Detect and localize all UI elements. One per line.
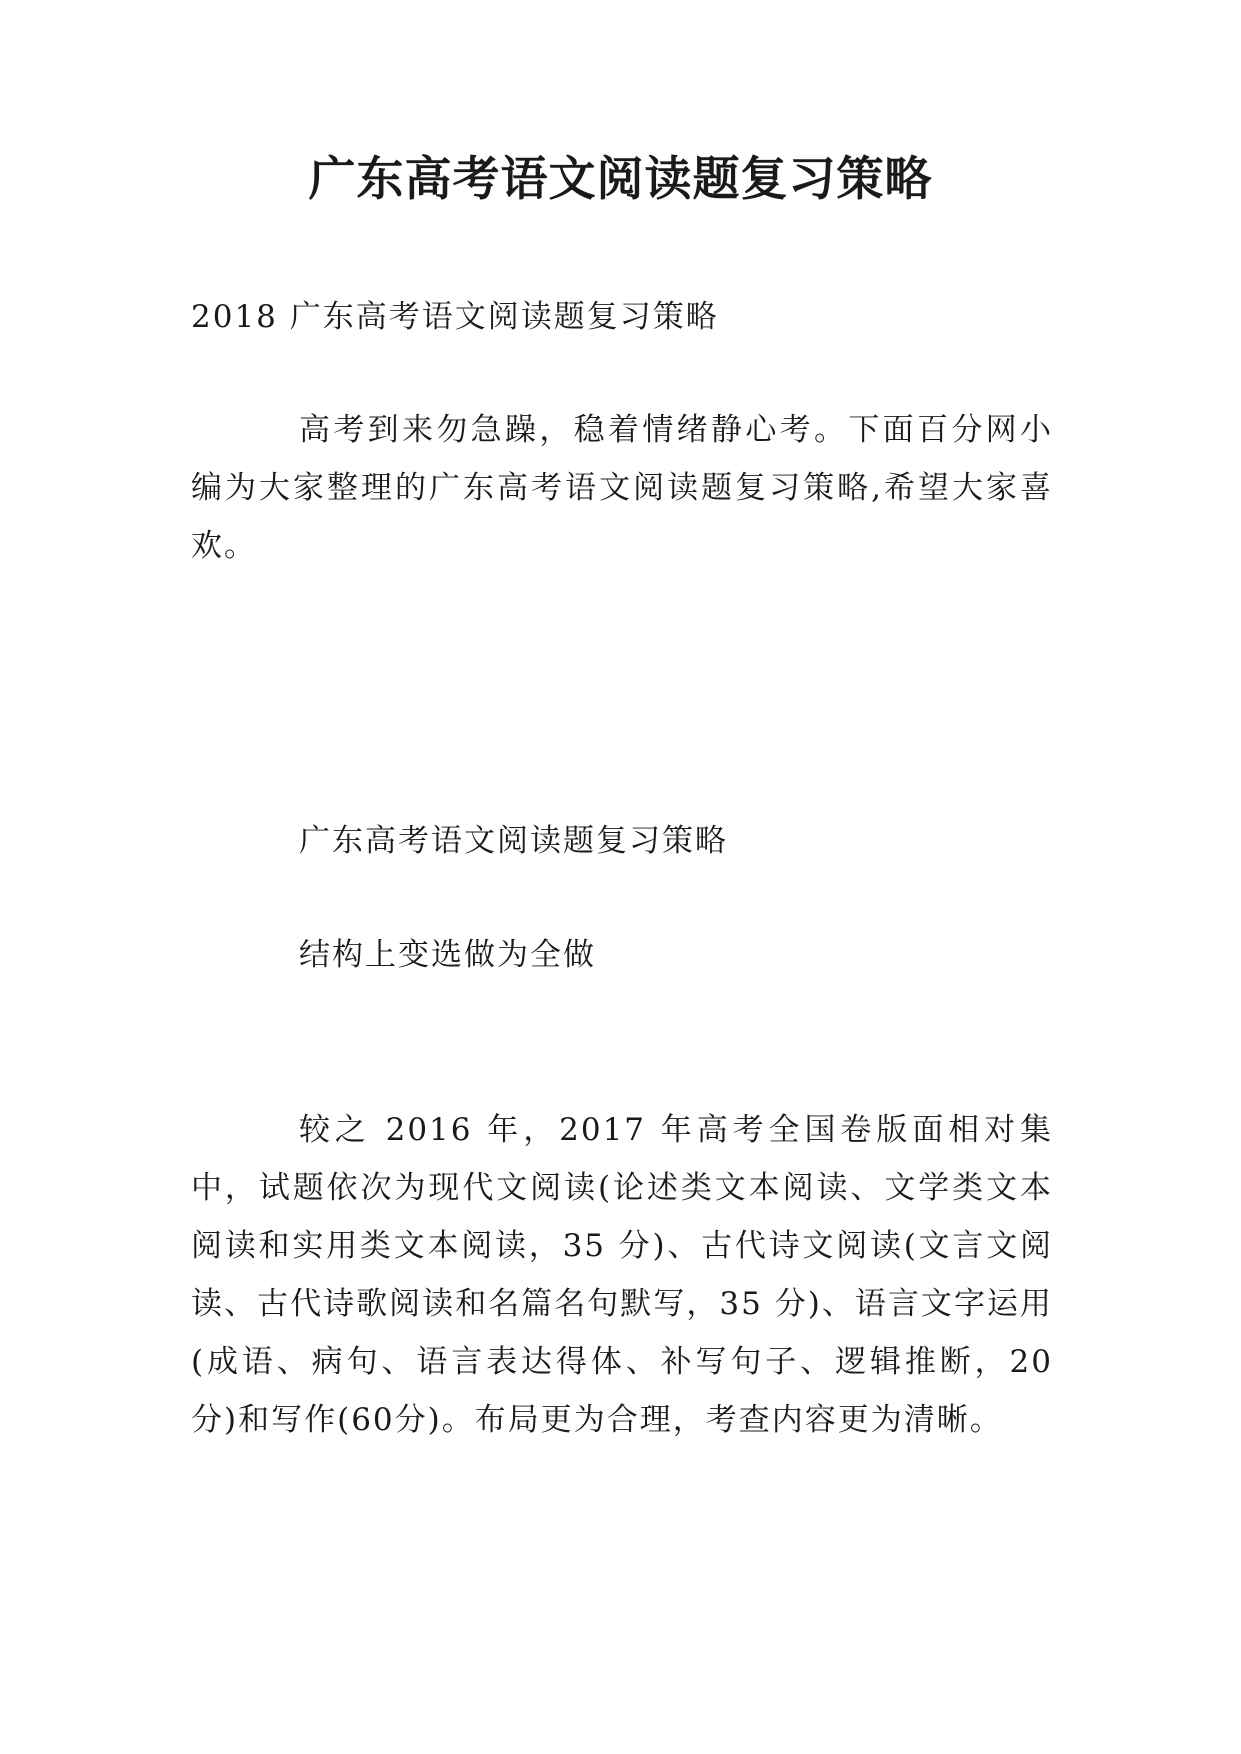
details-paragraph: 较之 2016 年，2017 年高考全国卷版面相对集中，试题依次为现代文阅读(论述类文本阅读、文学类文本阅读和实用类文本阅读，35 分)、古代诗文阅读(文言文阅读、古代诗歌阅读和名篇名句默写，35 分)、语言文字运用(成语、病句、语言表达得体、补写句子、逻辑推断，20 分)和写作(60分)。布局更为合理，考查内容更为清晰。	[191, 1112, 1053, 1438]
section-heading: 广东高考语文阅读题复习策略	[299, 823, 728, 859]
structure-paragraph: 结构上变选做为全做	[299, 937, 596, 973]
intro-paragraph: 高考到来勿急躁，稳着情绪静心考。下面百分网小编为大家整理的广东高考语文阅读题复习策略,希望大家喜欢。	[191, 412, 1053, 564]
document-title: 广东高考语文阅读题复习策略	[308, 152, 933, 207]
document-subtitle: 2018 广东高考语文阅读题复习策略	[191, 299, 719, 335]
